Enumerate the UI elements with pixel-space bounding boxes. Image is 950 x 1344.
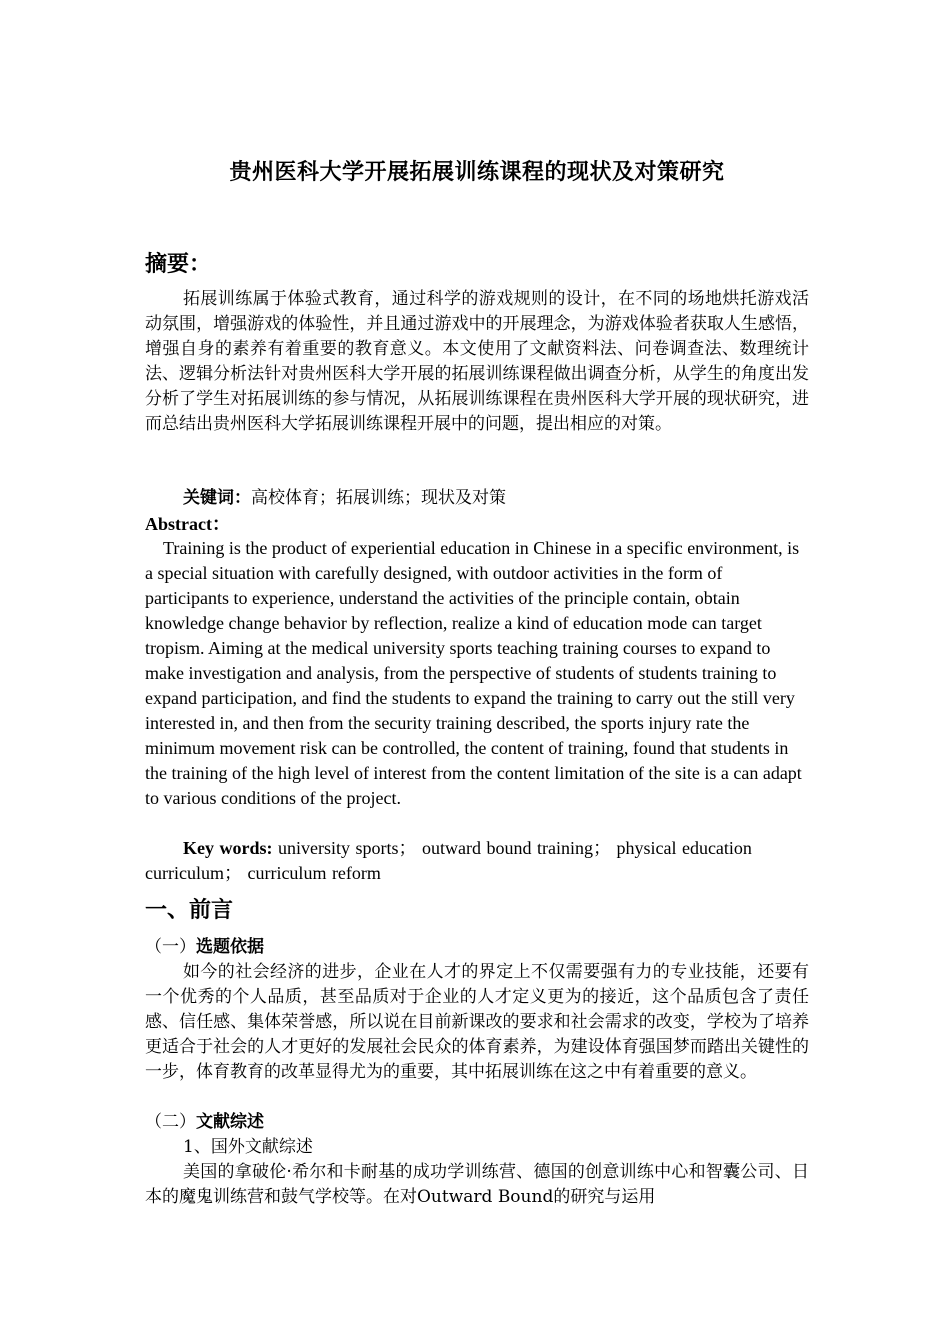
subsection-prefix: （二） (145, 1112, 196, 1132)
section-heading-preface: 一、前言 (145, 898, 234, 923)
foreign-literature-heading: 1、国外文献综述 (183, 1137, 313, 1157)
keywords-en-label: Key words: (183, 838, 273, 858)
abstract-en-heading: Abstract： (145, 514, 230, 534)
keywords-cn-label: 关键词： (183, 488, 251, 508)
abstract-en-body: Training is the product of experiential education in Chinese in a specific environment, is a special situation with carefully designed, with outdoor activities in the form of participants to experience, understand the activities of the principle contain, obtain knowledge change behavior by reflection, realize a kind of education mode can target tropism. Aiming at the medical university sports teaching training courses to expand to make investigation and analysis, from the perspective of students of students training to expand participation, and find the students to expand the training to carry out the still very interested in, and then from the security training described, the sports injury rate the minimum movement risk can be controlled, the content of training, found that students in the training of the high level of interest from the content limitation of the site is a can adapt to various conditions of the project. (145, 538, 802, 808)
keywords-cn-text: 高校体育；拓展训练；现状及对策 (251, 488, 506, 508)
abstract-cn-heading: 摘要： (145, 252, 212, 277)
subsection-label: 选题依据 (196, 937, 264, 957)
keywords-cn (183, 486, 506, 511)
foreign-literature-body: 美国的拿破伦·希尔和卡耐基的成功学训练营、德国的创意训练中心和智囊公司、日本的魔鬼训练营和鼓气学校等。在对Outward Bound的研究与运用 (145, 1162, 809, 1207)
subsection-label: 文献综述 (196, 1112, 264, 1132)
subsection-heading-topic-basis (145, 935, 264, 960)
subsection-prefix: （一） (145, 937, 196, 957)
abstract-cn-body: 拓展训练属于体验式教育，通过科学的游戏规则的设计，在不同的场地烘托游戏活动氛围，增强游戏的体验性，并且通过游戏中的开展理念，为游戏体验者获取人生感悟，增强自身的素养有着重要的教育意义。本文使用了文献资料法、问卷调查法、数理统计法、逻辑分析法针对贵州医科大学开展的拓展训练课程做出调查分析，从学生的角度出发分析了学生对拓展训练的参与情况，从拓展训练课程在贵州医科大学开展的现状研究，进而总结出贵州医科大学拓展训练课程开展中的问题，提出相应的对策。 (145, 289, 809, 434)
topic-basis-body: 如今的社会经济的进步，企业在人才的界定上不仅需要强有力的专业技能，还要有一个优秀的个人品质，甚至品质对于企业的人才定义更为的接近，这个品质包含了责任感、信任感、集体荣誉感，所以说在目前新课改的要求和社会需求的改变，学校为了培养更适合于社会的人才更好的发展社会民众的体育素养，为建设体育强国梦而踏出关键性的一步，体育教育的改革显得尤为的重要，其中拓展训练在这之中有着重要的意义。 (145, 962, 809, 1082)
subsection-heading-literature-review (145, 1110, 264, 1135)
document-title: 贵州医科大学开展拓展训练课程的现状及对策研究 (229, 160, 725, 185)
keywords-en-text: university sports； outward bound training； physical education curriculum； curriculum reform (145, 838, 752, 883)
keywords-en (145, 836, 809, 886)
